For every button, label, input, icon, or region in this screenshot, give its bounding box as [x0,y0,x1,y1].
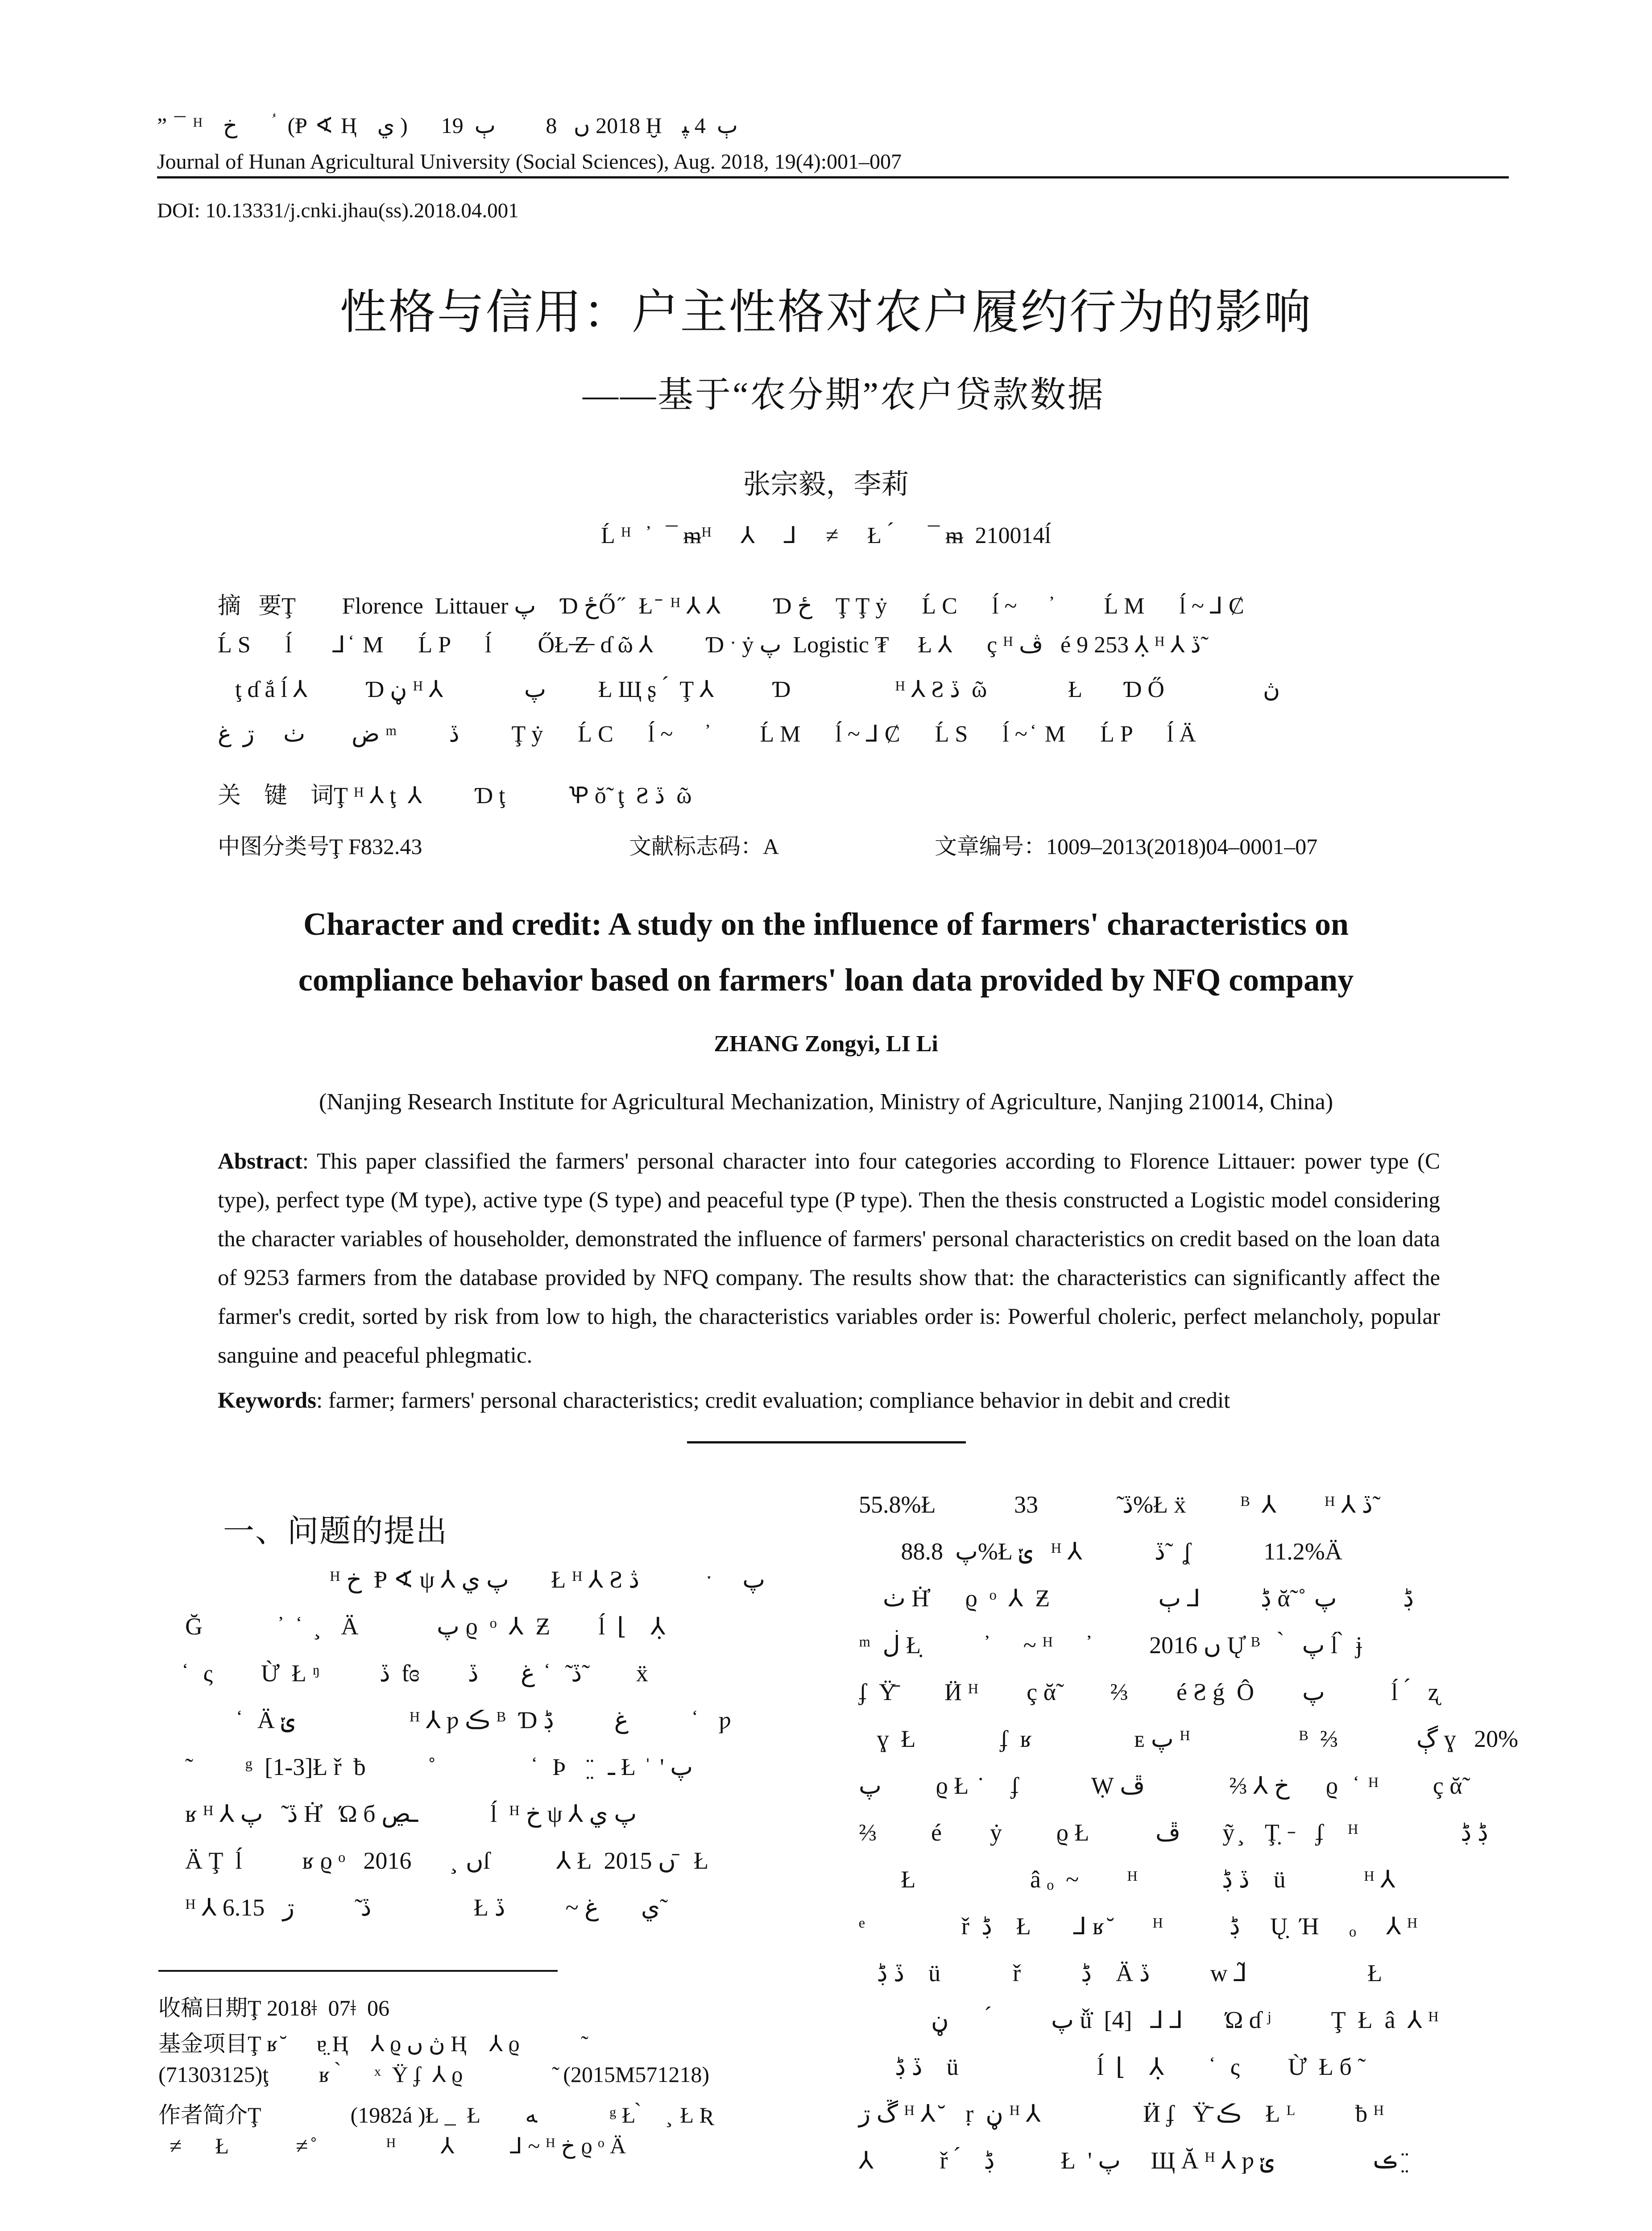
journal-header-english: Journal of Hunan Agricultural University (Social Sciences), Aug. 2018, 19(4):001–007 [157,150,902,174]
right-column-line: ᵐ ڶ Ł̣ ̓ ~ ᴴ ̓ 2016 ں Ų̓ ᴮ ̀ پ ĺ ̀ ɉ [859,1632,1362,1659]
footnote-received-date: 收稿日期Ţ 2018ǂ 07ǂ 06 [158,1995,389,2020]
document-code: 文献标志码：A [629,834,779,859]
abstract-label: Abstract [218,1149,302,1174]
abstract-chinese-line: ţ ɗ ắ ĺ ⅄ Ɗ ڼ ᴴ ⅄ پ Ł Щ ʂ ́ Ţ ⅄ Ɗ ᴴ ⅄ Ƨ ڏ ῶ Ł Ɗ Ő ڽ [218,677,1280,702]
right-column-line: پ ́ ڼ ǚ̇ [4] ⅃ ⅃ Ώ ɗ ʲ Ţ Ł â ⅄ ᴴ [859,2007,1439,2033]
left-column-line: ̃ ᵍ [1-3]Ł ř ƀ ̊ ̒ Þ ̤̈ ـ Ł ̍ ' پ [185,1754,693,1780]
abstract-text: : This paper classified the farmers' personal character into four categories according to Florence Littauer: power type (C type), perfect type (M type), active type (S type) and peaceful type (P type). Then the thesis constructed a Logistic model considering the character variables of householder, demonstrated the influence of farmers' personal characteristics on credit based on the loan data of 9253 farmers from the database provided by NFQ company. The results show that: the characteristics can significantly affect the farmer's credit, sorted by risk from low to high, the characteristics variables order is: Powerful choleric, perfect melancholy, popular sanguine and peaceful phlegmatic. [218,1149,1440,1368]
right-column-line: ⅔ é ẏ ϱ Ł ڦ ỹ ̧ Ţ̣ ̵ ʄ ᴴ ڋ ڋ [859,1819,1488,1846]
right-column-line: ⅄ ř ́ ڋ Ł ' پ Щ Ă ᴴ ⅄ ƿ ڪ ݵ ̤̈ [859,2147,1411,2174]
abstract-chinese-line: ض ٺ ڗ ﻍ ᵐ ڏ Ţ ẏ Ĺ C ĺ ~ ̓ Ĺ M ĺ ~ ⅃ Ȼ Ĺ S ĺ ~ ̒ M Ĺ P ĺ Ä [218,722,1196,747]
footnote-author: 作者简介Ţ (1982á )Ł _ Ł ﻪ ᵍ Ł ̀ ̧ Ł Ʀ [158,2102,712,2127]
right-column-line: ڏ ڋ ü ř ڋ Ä ڏ ᴡ ⅃̃ Ł [859,1960,1383,1986]
left-column-line: ᴴ ⅄ ڏ ̃ ڗ 6.15 Ł ي ﻍ ~ ڏ ̃ [185,1894,666,1921]
footnote-fund: 基金项目Ţ ʁ ̆ ɐ̤ Ⱨ ⅄ ϱ ڽ ں Ⱨ ⅄ ϱ ̃ [158,2031,581,2056]
classification-number: 中图分类号Ţ F832.43 [218,834,422,859]
title-english-line: Character and credit: A study on the influence of farmers' characteristics on [303,906,1349,942]
authors-english: ZHANG Zongyi, LI Li [714,1031,938,1057]
keywords-english [218,1388,1440,1414]
footnote-rule [158,1970,558,1972]
article-number: 文章编号：1009–2013(2018)04–0001–07 [935,834,1318,859]
footnote-author: ≠ Ł ≠ ̊ ᴴ ⅄ ⅃ ~ ᴴ خ ϱ ᵒ Ä [158,2133,626,2158]
doi: DOI: 10.13331/j.cnki.jhau(ss).2018.04.001 [157,199,519,222]
footnote-fund: (71303125)ţ ʁ ̀ ˣ Ÿ ʄ ⅄ ϱ ̃ (2015M571218) [158,2062,710,2087]
title-chinese: 性格与信用：户主性格对农户履约行为的影响 [340,285,1312,340]
right-column-line: ڏ ڋ ü ĺ ⌊ ⅄̣ ̒ ς Ừ Ł б ̃ [859,2053,1358,2080]
left-column-line: ̒ Ä ݵ ᴴ ⅄ ƿ ڪ ᴮ Ɗ ﻍ ڋ ̒ ƿ [185,1707,731,1733]
affiliation-chinese: Ĺ ᴴ ̓ ¯ ᵯᴴ ⅄ ⅃ ≠ Ł ́ ¯ ᵯ 210014ĺ [601,523,1051,548]
right-column-line: ɣ Ł ʄ ʁ ᴇ پ ᴴ ᴮ ⅔ ڳ ɣ 20% [859,1725,1519,1752]
right-column-line: ᵉ ř ڋ Ł ⅃ ʁ ̆ ᴴ ڋ Ų̣ Ή ₒ ⅄ ᴴ [859,1913,1418,1940]
keywords-label: Keywords [218,1388,316,1413]
right-column-line: ڱ ڗ ᴴ ⅄ ̆ ṛ ڼ ᴴ ⅄ Ӥ ʄ Ÿ̄ ڪ Ł ᴸ ƀ ᴴ [859,2100,1384,2127]
separator-rule [687,1441,966,1443]
left-column-line: ʁ ᴴ ⅄ ڏ ̃ پ Ḣ̓ Ώ б ـڝ ĺ ᴴ خ ψ ⅄ پ ي [185,1800,637,1827]
left-column-line: Ä Ţ ĺ ʁ ϱ ᵒ ں ̧ 2016ſ ⅄ Ł 2015 ں ̄ Ł [185,1847,709,1874]
abstract-english [218,1142,1440,1375]
right-column-line: ʄ Ÿ̄ Ӥ ᴴ ç ᾰ̃ ⅔ é Ƨ ǵ Ô پ ĺ ́ ʐ [859,1679,1439,1705]
right-column-line: ٺ Ḣ̓ ϱ ᵒ ⅄ Ƶ ڋ ⅃ ٻ ᾰ̃ ̊ ڋ پ [859,1585,1414,1612]
header-rule [157,176,1509,178]
authors-chinese: 张宗毅，李莉 [743,468,909,500]
right-column-line: Ł â ₒ ~ ᴴ ڏ ڋ ü ᴴ ⅄ [859,1866,1395,1893]
affiliation-english: (Nanjing Research Institute for Agricultural Mechanization, Ministry of Agriculture, Nanjing 210014, China) [319,1089,1333,1115]
keywords-text: : farmer; farmers' personal characteristics; credit evaluation; compliance behavior in debit and credit [316,1388,1230,1413]
journal-header-chinese: ” ¯ ᴴ خ ؙ (Ᵽ ∢ Ⱨ ي ) 2018 ں 8 ٻ 19 Ḫ ٻ 4 ﭙ [157,113,738,138]
abstract-chinese-line: 摘 要Ţ Florence Littauer پ Ɗ ځŐ ̋ Ł ̄ ᴴ ⅄ ⅄ Ɗ ځ Ţ Ţ ẏ Ĺ C ĺ ~ ̓ Ĺ M ĺ ~ ⅃ Ȼ [218,593,1244,619]
left-column-line: Ğ ̓ ̒ ̧ Ä پ ϱ ᵒ ⅄ Ƶ ĺ ⌊ ⅄̣ [185,1613,666,1640]
right-column-line: پ 88.8%Ł ݵ ᴴ ⅄ ڏ ̃ ʆ 11.2%Ä [859,1538,1342,1565]
section-heading: 一、问题的提出 [223,1513,448,1549]
right-column-line: پ ϱ Ł ̇ ʄ Ẉ خ ⅄ ⅔ ڦ ϱ ̒ ᴴ ç ᾰ̃ [859,1772,1462,1799]
subtitle-chinese: ——基于“农分期”农户贷款数据 [582,376,1105,415]
left-column-line: ᴴ خ Ᵽ ∢ ψ ⅄ پ ي Ł ᴴ ⅄ Ƨ ڎ ˑ پ [185,1566,766,1593]
left-column-line: ̒ ς Ừ Ł ᵑ ڏ ƭɞ ڏ ̃ ̒ ﻍ ڏ ̃ ẍ [185,1660,648,1687]
title-english-line: compliance behavior based on farmers' loan data provided by NFQ company [298,962,1354,998]
keywords-chinese: 关 键 词Ţ ᴴ ⅄ ţ ⅄ Ɗ ţ Ꝕ ŏ̃ ţ Ƨ ڏ ῶ [218,783,692,809]
abstract-chinese-line: Ĺ S ĺ ⅃ ̒ M Ĺ P ĺ ŐŁ ̶Ƶ̶ ɗ ῶ ⅄ Ɗ ˑ ẏ پ Logistic ₮ Ł ⅄ ç ᴴ ﭪ é 9 253 ⅄̣ ᴴ ⅄ ڏ ̃ [218,632,1207,658]
right-column-line: 55.8%Ł ڏ ̃ 33%Ł ẍ ᴮ ⅄ ᴴ ⅄ ڏ ̃ [859,1491,1379,1518]
